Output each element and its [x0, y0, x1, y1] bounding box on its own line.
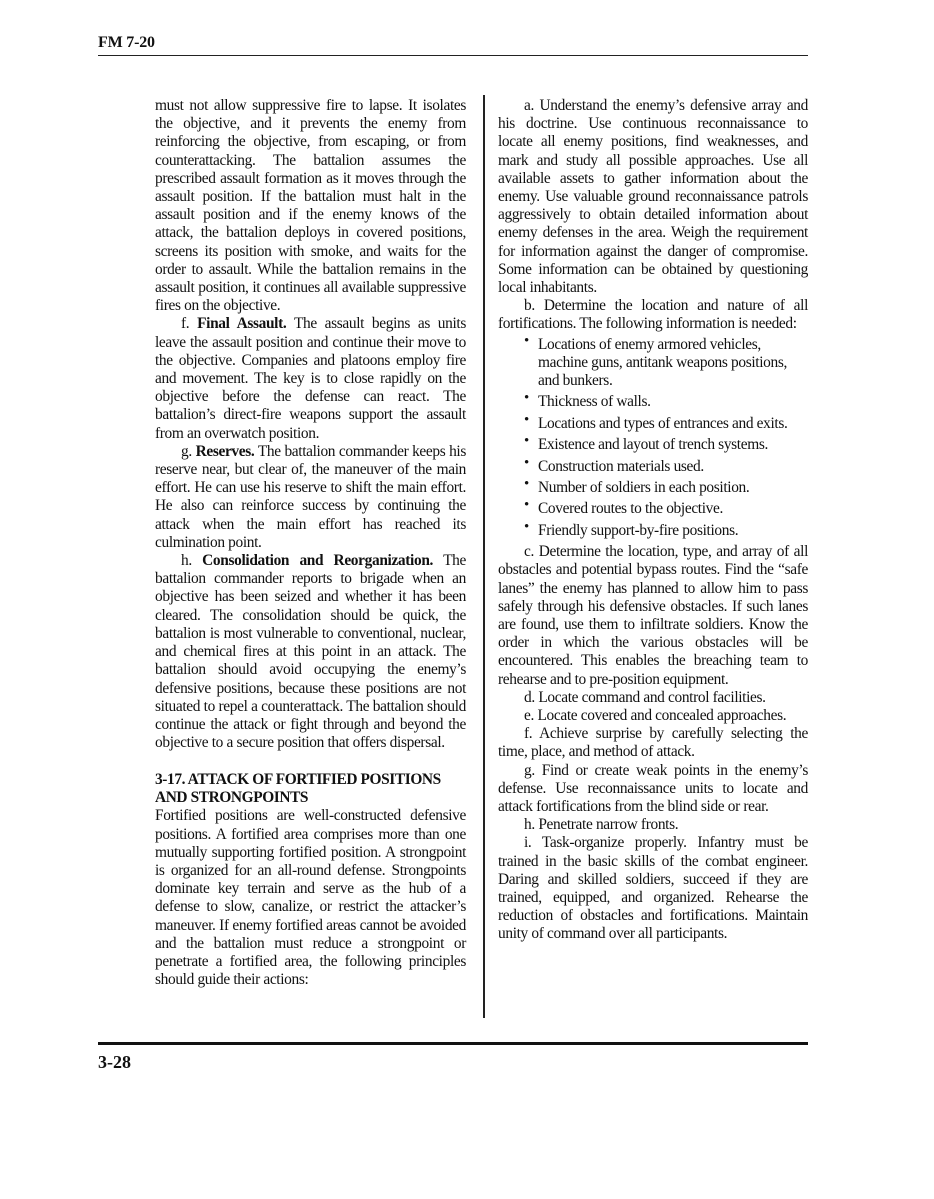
list-item: [524, 433, 808, 454]
paragraph-h-label: h.: [181, 552, 192, 570]
column-divider: [483, 95, 485, 1018]
list-item: [524, 476, 808, 497]
left-column: [155, 97, 466, 989]
list-item-text: Construction materials used.: [538, 457, 704, 475]
list-item-text: Thickness of walls.: [538, 393, 651, 411]
paragraph-g-label: g.: [181, 442, 192, 460]
right-column: [498, 97, 808, 944]
fortification-info-list: [498, 332, 808, 540]
bullet-icon: •: [524, 433, 529, 450]
bullet-icon: •: [524, 411, 529, 428]
page-header-manual-id: FM 7-20: [98, 34, 155, 51]
section-intro-paragraph: Fortified positions are well-constructed defensive positions. A fortified area comprises more than one mutually supporting fortified position. A strongpoint is organized for an all-round defense. Strongpoints dominate key terrain and serve as the hub of a defense to slow, canalize, or restrict the attacker’s maneuver. If enemy fortified areas cannot be avoided and the battalion must reduce a strongpoint or penetrate a fortified area, the following principles should guide their actions:: [155, 807, 466, 989]
bullet-icon: •: [524, 497, 529, 514]
list-item-text: Existence and layout of trench systems.: [538, 436, 768, 454]
paragraph-c: c. Determine the location, type, and array of all obstacles and potential bypass routes. Find the “safe lanes” the enemy has planned to allow him to pass safely through his defensive obstacles. If such lanes are found, use them to infiltrate soldiers. Know the order in which the various obstacles will be encountered. This enables the breaching team to rehearse and to pre-position equipment.: [498, 543, 808, 688]
paragraph-g: g. Find or create weak points in the enemy’s defense. Use reconnaissance units to locate and attack fortifications from the blind side or rear.: [498, 761, 808, 816]
paragraph-f: f. Achieve surprise by carefully selecting the time, place, and method of attack.: [498, 725, 808, 761]
paragraph-g-text: The battalion commander keeps his reserve near, but clear of, the maneuver of the main effort. He can use his reserve to shift the main effort. He also can reinforce success by continuing the attack when the main effort has reached its culmination point.: [155, 442, 467, 551]
paragraph-d: d. Locate command and control facilities.: [524, 688, 766, 706]
section-title: ATTACK OF FORTIFIED POSITIONS AND STRONGPOINTS: [155, 771, 441, 807]
paragraph-f-text: The assault begins as units leave the assault position and continue their move to the objective. Companies and platoons employ fire and movement. The key is to close rapidly on the objective before the defense can react. The battalion’s direct-fire weapons support the assault from an overwatch position.: [155, 315, 466, 442]
paragraph-h-title: Consolidation and Reorganization.: [202, 552, 434, 570]
paragraph-b: b. Determine the location and nature of all fortifications. The following information is needed:: [498, 297, 808, 333]
list-item-text: Covered routes to the objective.: [538, 500, 723, 518]
continued-paragraph: must not allow suppressive fire to lapse. It isolates the objective, and it prevents the enemy from reinforcing the objective, from escaping, or from counterattacking. The battalion assumes the prescribed assault formation as it moves through the assault position. If the battalion must halt in the assault position and if the enemy knows of the attack, the battalion deploys in covered positions, screens its position with smoke, and waits for the order to assault. While the battalion remains in the assault position, it continues all available suppressive fires on the objective.: [155, 97, 466, 315]
list-item: [524, 390, 808, 411]
paragraph-i: i. Task-organize properly. Infantry must be trained in the basic skills of the combat engineer. Daring and skilled soldiers, succeed if they are trained, equipped, and organized. Rehearse the reduction of obstacles and fortifications. Maintain unity of command over all participants.: [498, 834, 808, 943]
page-number: 3-28: [98, 1052, 131, 1072]
paragraph-f-final-assault: [155, 315, 466, 442]
paragraph-a: a. Understand the enemy’s defensive array and his doctrine. Use continuous reconnaissance to locate all enemy positions, find weaknesses, and mark and study all possible approaches. Use all available assets to gather information about the enemy. Use valuable ground reconnaissance patrols aggressively to obtain detailed information about enemy defenses in the area. Weigh the requirement for information against the danger of compromise. Some information can be obtained by questioning local inhabitants.: [498, 97, 808, 297]
paragraph-h-text: The battalion commander reports to brigade when an objective has been seized and whether it has been cleared. The consolidation should be quick, the battalion is most vulnerable to conventional, nuclear, and chemical fires at this point in an attack. The battalion should avoid occupying the enemy’s defensive positions, because these positions are not situated to repel a counterattack. The battalion should continue the attack or fight through and beyond the objective to a secure position that offers dispersal.: [155, 552, 466, 752]
header-rule: [98, 55, 808, 56]
list-item-text: Friendly support-by-fire positions.: [538, 521, 739, 539]
section-number: 3-17.: [155, 771, 186, 789]
list-item: [524, 411, 808, 433]
paragraph-h: h. Penetrate narrow fronts.: [524, 816, 679, 834]
bullet-icon: •: [524, 454, 529, 471]
bullet-icon: •: [524, 390, 529, 407]
list-item: [524, 454, 808, 476]
footer-rule: [98, 1042, 808, 1045]
list-item: [524, 518, 808, 540]
paragraph-g-title: Reserves.: [195, 442, 255, 460]
bullet-icon: •: [524, 476, 529, 492]
paragraph-f-title: Final Assault.: [197, 315, 287, 333]
list-item-text: Number of soldiers in each position.: [538, 479, 750, 496]
bullet-icon: •: [524, 518, 529, 535]
bullet-icon: •: [524, 332, 529, 349]
paragraph-f-label: f.: [181, 315, 190, 333]
paragraph-h-consolidation: [155, 552, 466, 752]
list-item: [524, 497, 808, 518]
list-item-text: Locations and types of entrances and exits.: [538, 414, 788, 432]
paragraph-g-reserves: [155, 443, 466, 552]
section-heading: [155, 771, 466, 807]
paragraph-e: e. Locate covered and concealed approaches.: [524, 707, 787, 724]
list-item-text: Locations of enemy armored vehicles, machine guns, antitank weapons positions, and bunkers.: [538, 335, 787, 390]
list-item: [524, 332, 808, 391]
